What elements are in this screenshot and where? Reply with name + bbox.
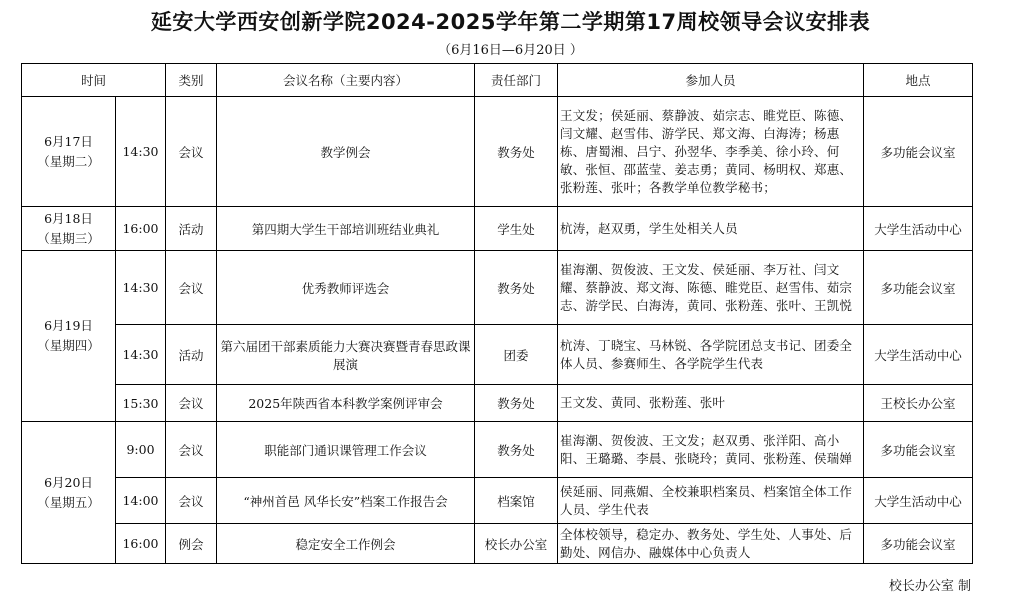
meeting-schedule-table (21, 63, 973, 564)
date-cell (22, 207, 116, 251)
category-cell: 会议 (166, 385, 217, 422)
department-cell: 校长办公室 (475, 524, 558, 564)
weekday-label: （星期二） (37, 153, 100, 169)
time-cell: 14:30 (116, 97, 166, 207)
category-cell: 会议 (166, 478, 217, 524)
time-cell: 15:30 (116, 385, 166, 422)
date-label: 6月19日 (44, 318, 93, 333)
meeting-name-cell: “神州首邑 风华长安”档案工作报告会 (217, 478, 475, 524)
meeting-name-cell: 2025年陕西省本科教学案例评审会 (217, 385, 475, 422)
attendees-cell: 全体校领导，稳定办、教务处、学生处、人事处、后勤处、网信办、融媒体中心负责人 (558, 524, 864, 564)
category-cell: 活动 (166, 207, 217, 251)
date-range: （6月16日—6月20日 ） (438, 43, 583, 58)
department-cell: 教务处 (475, 422, 558, 478)
table-row (22, 251, 973, 325)
category-cell: 会议 (166, 422, 217, 478)
header-attendees: 参加人员 (558, 64, 864, 97)
date-cell (22, 97, 116, 207)
attendees-cell: 杭涛，赵双勇，学生处相关人员 (558, 207, 864, 251)
date-cell (22, 422, 116, 564)
table-row (22, 97, 973, 207)
department-cell: 学生处 (475, 207, 558, 251)
table-row (22, 207, 973, 251)
department-cell: 教务处 (475, 97, 558, 207)
date-label: 6月17日 (44, 133, 93, 149)
time-cell: 14:30 (116, 325, 166, 385)
time-cell: 16:00 (116, 524, 166, 564)
time-cell: 16:00 (116, 207, 166, 251)
date-cell (22, 251, 116, 422)
page-title: 延安大学西安创新学院2024-2025学年第二学期第17周校领导会议安排表 (150, 10, 871, 34)
header-location: 地点 (864, 64, 973, 97)
department-cell: 档案馆 (475, 478, 558, 524)
date-label: 6月18日 (44, 210, 93, 226)
department-cell: 教务处 (475, 385, 558, 422)
table-row (22, 524, 973, 564)
attendees-cell: 崔海潮、贺俊波、王文发；赵双勇、张洋阳、高小阳、王璐璐、李晨、张晓玲；黄同、张粉莲、侯瑞婵 (558, 422, 864, 478)
meeting-name-cell: 第六届团干部素质能力大赛决赛暨青春思政课展演 (217, 325, 475, 385)
location-cell: 大学生活动中心 (864, 325, 973, 385)
location-cell: 多功能会议室 (864, 251, 973, 325)
header-row (22, 64, 973, 97)
location-cell: 大学生活动中心 (864, 207, 973, 251)
attendees-cell: 杭涛、丁晓宝、马林锐、各学院团总支书记、团委全体人员、参赛师生、各学院学生代表 (558, 325, 864, 385)
time-cell: 14:00 (116, 478, 166, 524)
header-department: 责任部门 (475, 64, 558, 97)
weekday-label: （星期四） (37, 338, 100, 353)
category-cell: 例会 (166, 524, 217, 564)
location-cell: 王校长办公室 (864, 385, 973, 422)
date-label: 6月20日 (44, 474, 93, 490)
meeting-name-cell: 优秀教师评选会 (217, 251, 475, 325)
location-cell: 多功能会议室 (864, 524, 973, 564)
table-row (22, 422, 973, 478)
meeting-name-cell: 教学例会 (217, 97, 475, 207)
table-row (22, 385, 973, 422)
meeting-name-cell: 稳定安全工作例会 (217, 524, 475, 564)
department-cell: 团委 (475, 325, 558, 385)
category-cell: 会议 (166, 251, 217, 325)
header-time: 时间 (22, 64, 166, 97)
weekday-label: （星期三） (37, 230, 100, 246)
location-cell: 多功能会议室 (864, 422, 973, 478)
attendees-cell: 王文发；侯延丽、蔡静波、茹宗志、睢党臣、陈德、闫文耀、赵雪伟、游学民、郑文海、白海涛；杨惠栋、唐蜀湘、吕宁、孙翌华、李季美、徐小玲、何敏、张恒、邵蓝莹、姜志勇；黄同、杨明权、郑惠、张粉莲、张叶；各教学单位教学秘书； (558, 97, 864, 207)
attendees-cell: 崔海潮、贺俊波、王文发、侯延丽、李万社、闫文耀、蔡静波、郑文海、陈德、睢党臣、赵雪伟、茹宗志、游学民、白海涛，黄同、张粉莲、张叶、王凯悦 (558, 251, 864, 325)
category-cell: 会议 (166, 97, 217, 207)
attendees-cell: 王文发、黄同、张粉莲、张叶 (558, 385, 864, 422)
location-cell: 大学生活动中心 (864, 478, 973, 524)
table-row (22, 478, 973, 524)
meeting-name-cell: 职能部门通识课管理工作会议 (217, 422, 475, 478)
time-cell: 14:30 (116, 251, 166, 325)
time-cell: 9:00 (116, 422, 166, 478)
issuer-note: 校长办公室 制 (888, 579, 971, 594)
table-row (22, 325, 973, 385)
header-meeting-name: 会议名称（主要内容） (217, 64, 475, 97)
header-category: 类别 (166, 64, 217, 97)
meeting-name-cell: 第四期大学生干部培训班结业典礼 (217, 207, 475, 251)
category-cell: 活动 (166, 325, 217, 385)
location-cell: 多功能会议室 (864, 97, 973, 207)
weekday-label: （星期五） (37, 494, 100, 510)
attendees-cell: 侯延丽、同燕媚、全校兼职档案员、档案馆全体工作人员、学生代表 (558, 478, 864, 524)
department-cell: 教务处 (475, 251, 558, 325)
